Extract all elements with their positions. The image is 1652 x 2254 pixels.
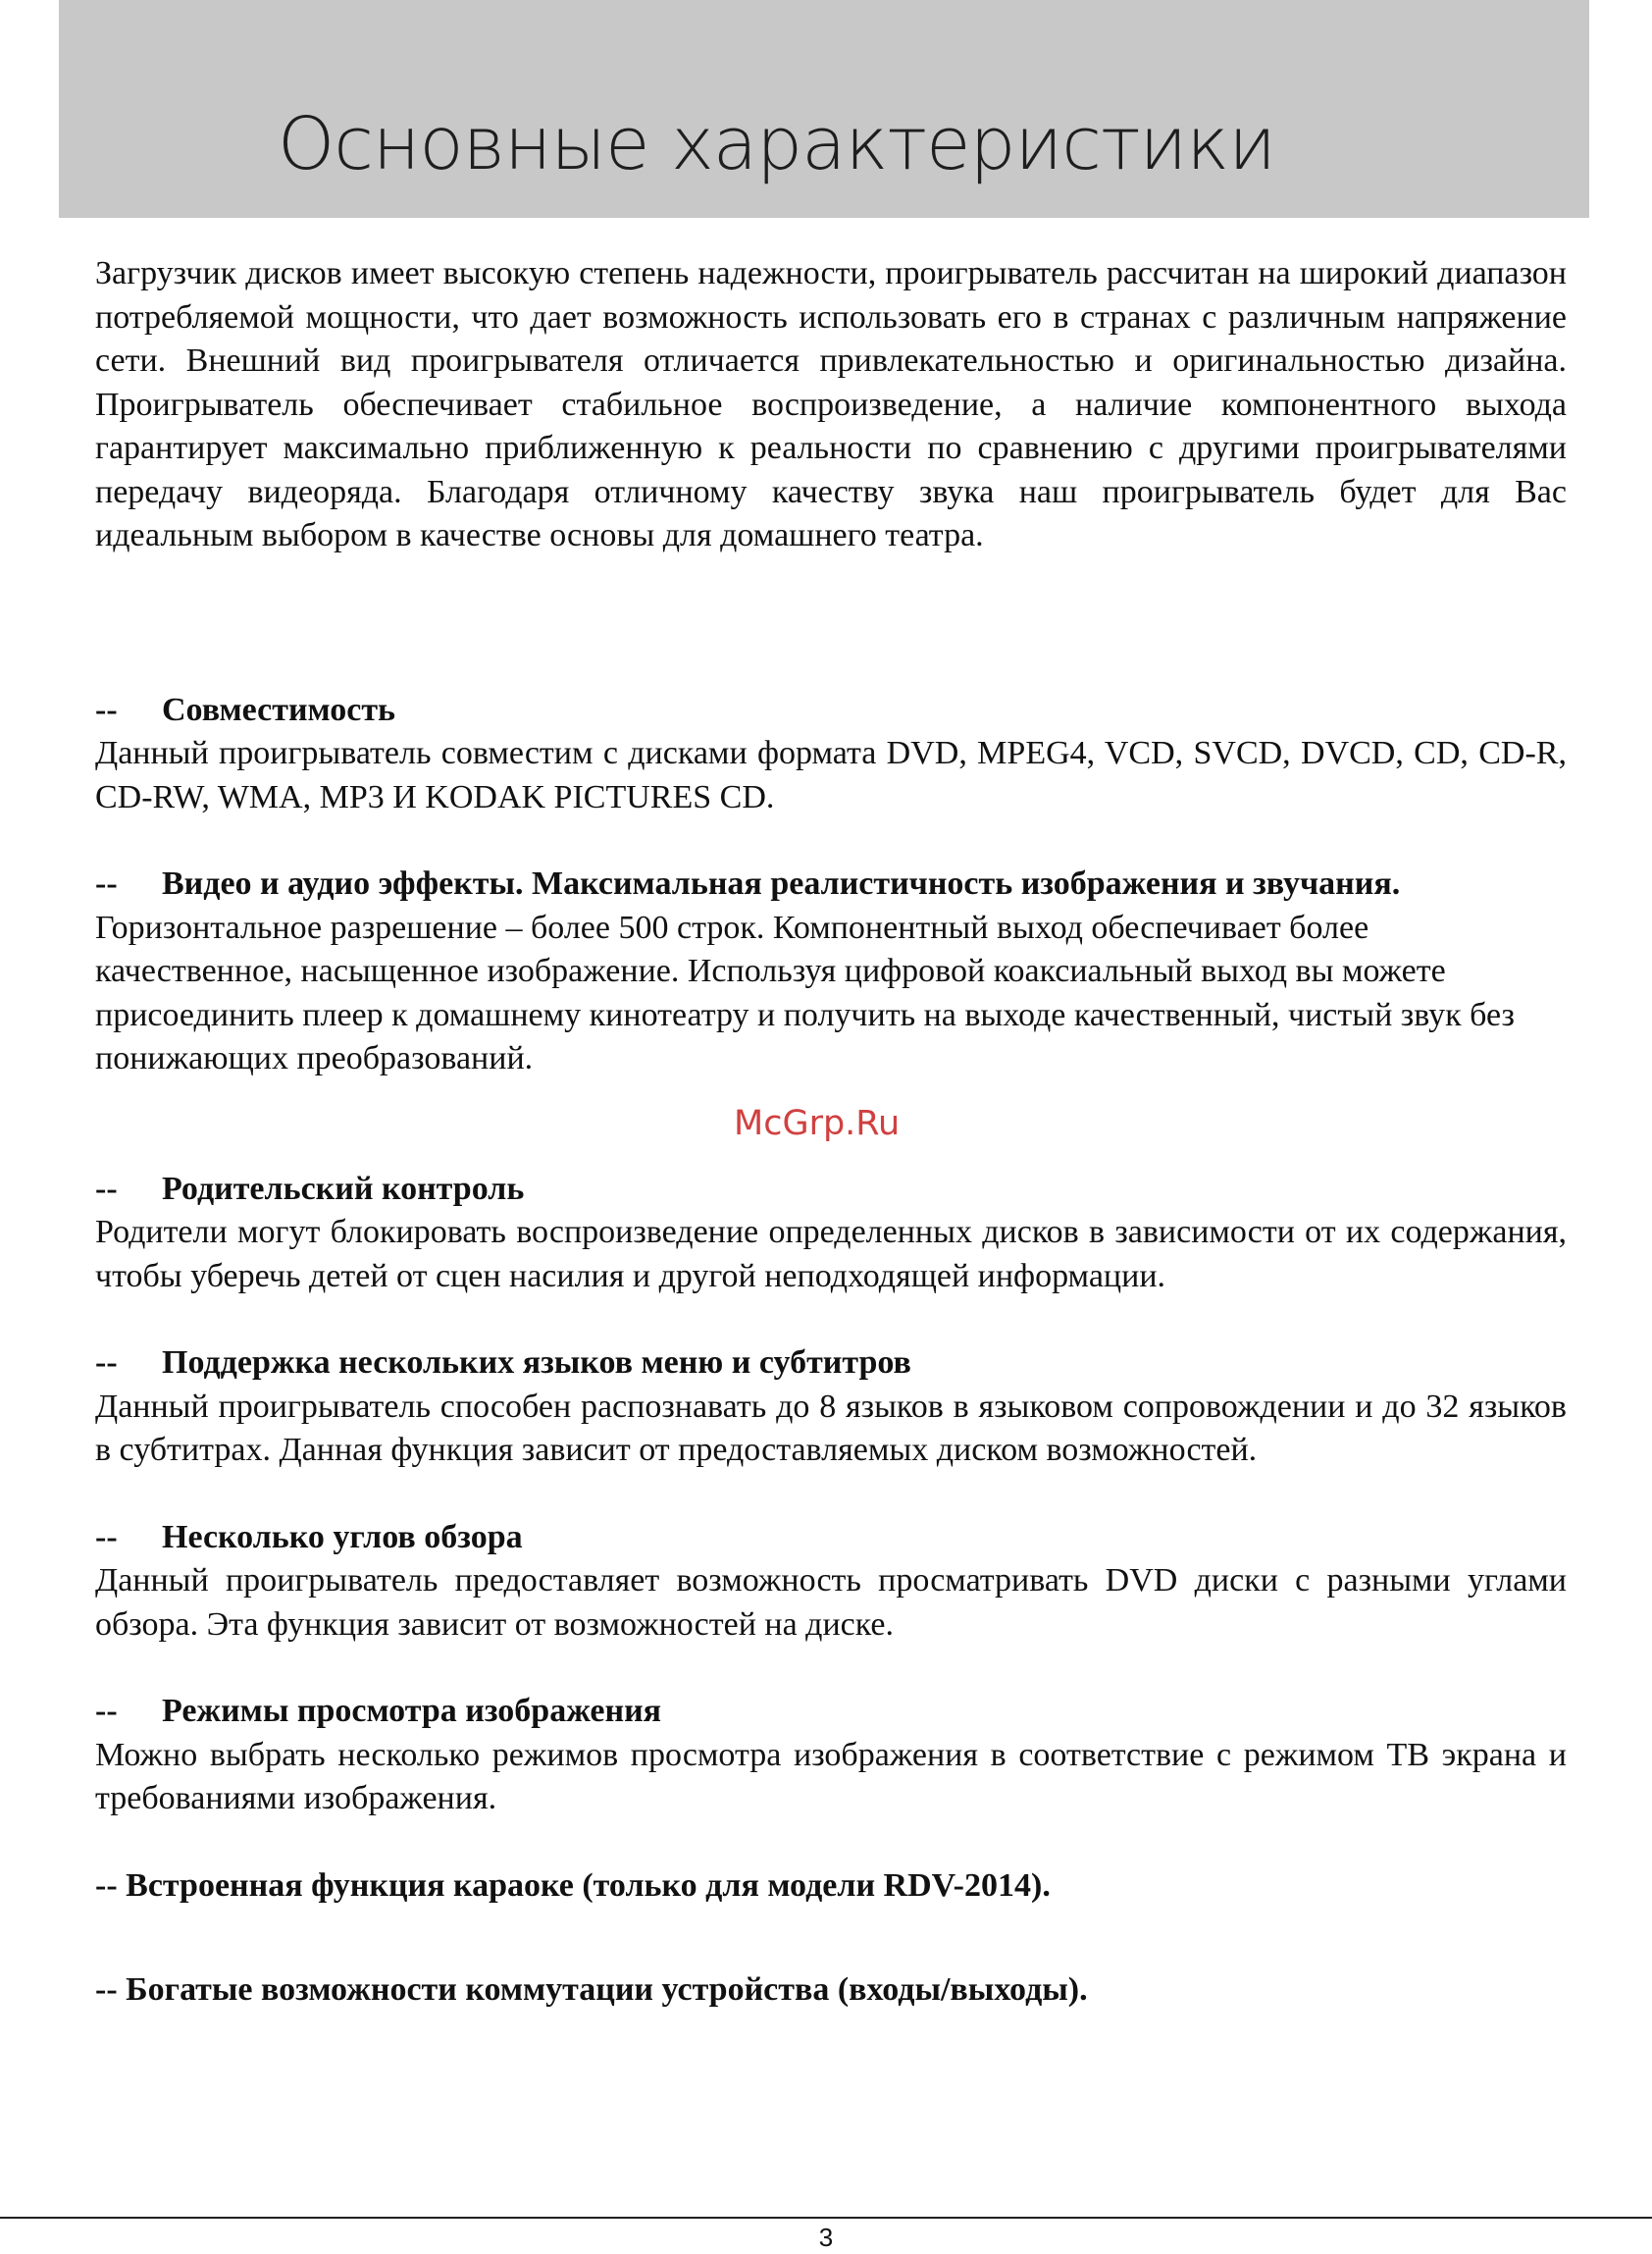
- bullet-dash: --: [95, 691, 118, 728]
- bullet-dash: --: [95, 1518, 118, 1555]
- section-body: Данный проигрыватель способен распознавать до 8 языков в языковом сопровождении и до 32 языков в субтитрах. Данная функция зависит от предоставляемых диском возможностей.: [95, 1388, 1567, 1468]
- section-body: Можно выбрать несколько режимов просмотра изображения в соответствие с режимом ТВ экрана и требованиями изображения.: [95, 1736, 1567, 1816]
- watermark: McGrp.Ru: [734, 1104, 901, 1143]
- section-languages: [95, 1341, 1567, 1473]
- section-title-text: Родительский контроль: [162, 1170, 525, 1207]
- section-body: Горизонтальное разрешение – более 500 строк. Компонентный выход обеспечивает более качественное, насыщенное изображение. Используя цифровой коаксиальный выход вы можете присоединить плеер к домашнему кинотеатру и получить на выходе качественный, чистый звук без понижающих преобразований.: [95, 909, 1515, 1076]
- section-compatibility: [95, 689, 1567, 820]
- section-body: Родители могут блокировать воспроизведение определенных дисков в зависимости от их содержания, чтобы уберечь детей от сцен насилия и другой неподходящей информации.: [95, 1214, 1567, 1294]
- karaoke-feature: -- Встроенная функция караоке (только для модели RDV-2014).: [95, 1866, 1051, 1904]
- section-body: Данный проигрыватель совместим с дисками формата DVD, MPEG4, VCD, SVCD, DVCD, CD, CD-R, CD-RW, WMA, MP3 И KODAK PICTURES CD.: [95, 735, 1567, 815]
- intro-paragraph: Загрузчик дисков имеет высокую степень надежности, проигрыватель рассчитан на широкий диапазон потребляемой мощности, что дает возможность использовать его в странах с различным напряжение сети. Внешний вид проигрывателя отличается привлекательностью и оригинальностью дизайна. Проигрыватель обеспечивает стабильное воспроизведение, а наличие компонентного выхода гарантирует максимально приближенную к реальности по сравнению с другими проигрывателями передачу видеоряда. Благодаря отличному качеству звука наш проигрыватель будет для Вас идеальным выбором в качестве основы для домашнего театра.: [95, 255, 1567, 553]
- section-title-text: Поддержка нескольких языков меню и субтитров: [162, 1344, 911, 1381]
- section-title-text: Совместимость: [162, 691, 396, 728]
- section-title-text: Несколько углов обзора: [162, 1518, 523, 1555]
- section-view-modes: [95, 1690, 1567, 1821]
- connectivity-feature: -- Богатые возможности коммутации устройства (входы/выходы).: [95, 1971, 1088, 2008]
- section-parental-control: [95, 1168, 1567, 1299]
- section-title: [95, 1341, 1567, 1386]
- section-video-audio: [95, 863, 1567, 1081]
- section-title-text: Режимы просмотра изображения: [162, 1693, 662, 1729]
- bullet-dash: --: [95, 1693, 118, 1729]
- section-title: [95, 1168, 1567, 1212]
- section-title: [95, 863, 1567, 907]
- section-body: Данный проигрыватель предоставляет возможность просматривать DVD диски с разными углами обзора. Эта функция зависит от возможностей на диске.: [95, 1562, 1567, 1643]
- bullet-dash: --: [95, 1170, 118, 1207]
- section-title: [95, 1690, 1567, 1734]
- section-title-text: Видео и аудио эффекты. Максимальная реалистичность изображения и звучания.: [162, 865, 1401, 902]
- footer-divider: [0, 2217, 1652, 2219]
- section-title: [95, 1516, 1567, 1560]
- section-angles: [95, 1516, 1567, 1648]
- page-title: Основные характеристики: [278, 102, 1275, 186]
- bullet-dash: --: [95, 865, 118, 902]
- section-title: [95, 689, 1567, 733]
- bullet-dash: --: [95, 1344, 118, 1381]
- page-number: 3: [818, 2223, 834, 2252]
